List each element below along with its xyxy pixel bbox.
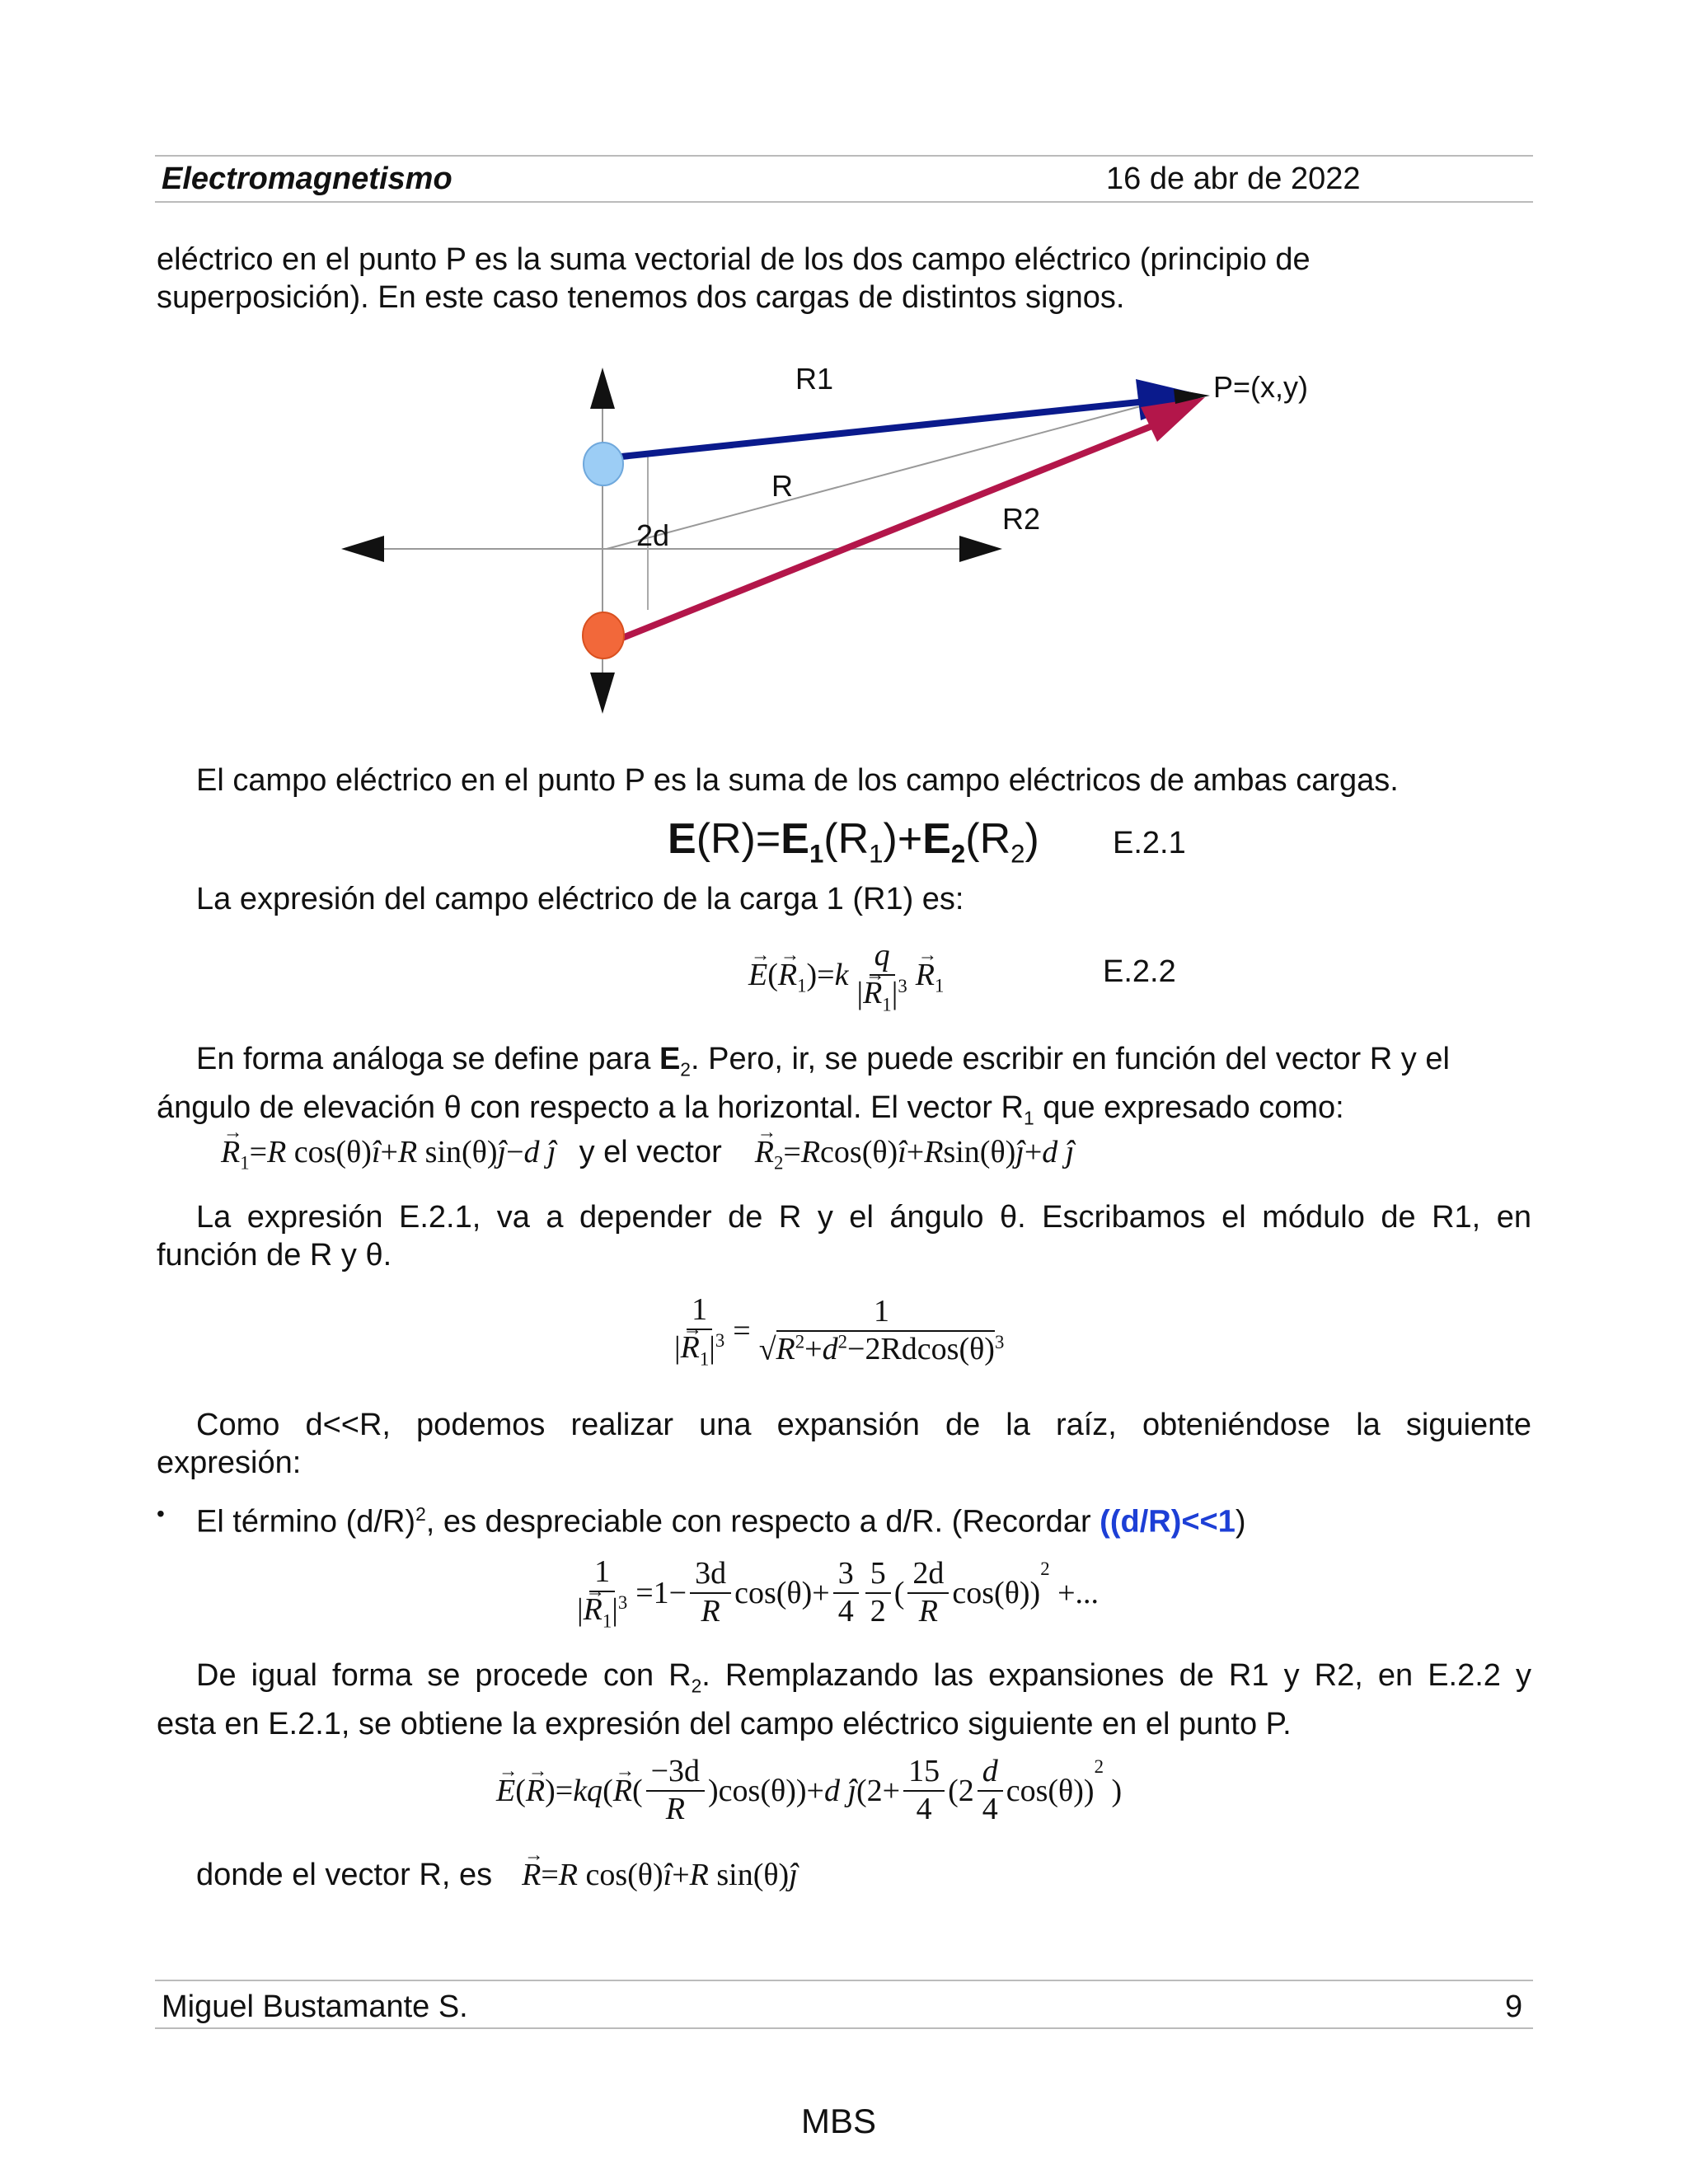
positive-charge-icon [584,443,623,485]
x-axis-right-arrow-icon [959,536,1002,562]
footer-bottom-rule [155,2027,1533,2029]
header-date: 16 de abr de 2022 [1106,162,1361,196]
r-vector-line [607,401,1162,549]
label-r2: R2 [1002,502,1041,536]
paragraph-analog-e2: En forma análoga se define para $E_2$. Pero, ir, se puede escribir en función del vector R y el ángulo de elevación θ con respecto a la horizontal. El vector $R_1$ que expresado como: [157,1042,1450,1129]
label-point-p: P=(x,y) [1213,370,1309,404]
equation-field-r1: → $E(\to R_1)=k$ $\frac{q}{|\to R_1|^3}$ → $R_1$ [748,938,944,1015]
r1-vector-expression: → $R_1=R$ cos(θ)î+R sin(θ)ĵ−d ĵ [221,1134,556,1174]
p7-text: donde el vector R, es [196,1858,493,1892]
bullet-text-b: , es despreciable con respecto a d/R. (Recordar [425,1504,1100,1540]
header-title: Electromagnetismo [162,162,452,196]
bullet-item: • El término $(d/R)^2$, es despreciable con respecto a d/R. (Recordar ((d/R)<<1) [157,1495,1246,1541]
y-el-vector-text: y el vector [579,1135,722,1169]
p6-line-2: esta en E.2.1, se obtiene la expresión del campo eléctrico siguiente en el punto P. [157,1706,1292,1741]
intro-line-1: eléctrico en el punto P es la suma vectorial de los dos campo eléctrico (principio de [157,242,1311,277]
footer-mark: MBS [801,2102,877,2140]
bullet-dot-icon: • [157,1501,165,1526]
charges-diagram [330,354,1368,725]
p3-text-a: En forma análoga se define para [196,1042,659,1076]
x-axis-left-arrow-icon [341,536,384,562]
r2-vector-line [610,422,1162,643]
footer-author: Miguel Bustamante S. [162,1990,468,2024]
p4-line-2: función de R y θ. [157,1238,392,1272]
bullet-highlight: ((d/R)<<1 [1100,1504,1236,1540]
r2-vector-expression: → $R_2=Rcos(\theta)î+Rsin(\theta)ĵ+d$ ĵ [755,1134,1075,1174]
bullet-text-c: ) [1235,1504,1246,1540]
p3-text-d: ángulo de elevación θ con respecto a la horizontal. El vector R [157,1090,1024,1125]
equation-number-e21: E.2.1 [1113,826,1186,860]
equation-expansion: $\frac{1}{|\to R_1|^3}$ =1− $\frac{3d}{R}$ cos(θ)+ $\frac{3}{4}$ $\frac{5}{2}$ ( $\frac{2d}{R}$ cos(θ))$^2$ +... [569,1554,1099,1632]
p5-line-2: expresión: [157,1446,302,1480]
r1-vector-line [606,401,1154,458]
equation-superposition: $E(R)=E_1(R_1)+E_2(R_2)$ [668,815,1039,869]
bullet-text-a: El término (d/R) [196,1504,416,1540]
p3-bold-e: E [659,1042,681,1076]
paragraph-r2-procedure: De igual forma se procede con $R_2$. Remplazando las expansiones de R1 y R2, en E.2.2 y esta en E.2.1, se obtiene la expresión del campo eléctrico siguiente en el punto P. [157,1658,1531,1741]
p3-text-c: . Pero, ir, se puede escribir en función del vector R y el [690,1042,1450,1076]
label-r: R [771,469,793,503]
paragraph-field-charge1: La expresión del campo eléctrico de la carga 1 (R1) es: [196,882,964,916]
r-vector-expression: → R=R cos(θ)î+R sin(θ)ĵ [522,1857,798,1893]
paragraph-expansion [157,1406,1531,1482]
vector-definitions-line [221,1134,1074,1174]
y-axis-up-arrow-icon [590,368,615,409]
p6-text-a: De igual forma se procede con R [196,1658,692,1693]
header-top-rule [155,155,1533,157]
footer-top-rule [155,1980,1533,1981]
paragraph-vector-r [196,1856,798,1894]
paragraph-sum-fields: El campo eléctrico en el punto P es la suma de los campo eléctricos de ambas cargas. [196,763,1399,798]
paragraph-module-r1 [157,1198,1531,1274]
header-bottom-rule [155,201,1533,203]
p5-line-1: Como d<<R, podemos realizar una expansión de la raíz, obteniéndose la siguiente [196,1408,1531,1442]
negative-charge-icon [583,612,624,658]
equation-inverse-cube: $\frac{1}{|\to R_1|^3}$ = $\frac{1}{√R^2+d^2-2Rdcos(\theta)^3}$ [666,1292,1012,1370]
p4-line-1: La expresión E.2.1, va a depender de R y el ángulo θ. Escribamos el módulo de R1, en [196,1200,1531,1235]
intro-paragraph [157,241,1535,316]
p3-text-e: que expresado como: [1034,1090,1344,1125]
y-axis-down-arrow-icon [590,673,615,714]
intro-line-2: superposición). En este caso tenemos dos cargas de distintos signos. [157,280,1125,315]
equation-final-field: → E(→ R)=kq(→ R( $\frac{-3d}{R}$ )cos(θ))+d ĵ(2+ $\frac{15}{4}$ (2 $\frac{d}{4}$ cos(θ))$^2$ ) [496,1754,1122,1827]
label-2d: 2d [636,518,670,552]
footer-page-number: 9 [1505,1990,1523,2024]
equation-number-e22: E.2.2 [1103,954,1176,989]
p6-text-b: . Remplazando las expansiones de R1 y R2, en E.2.2 y [701,1658,1531,1693]
label-r1: R1 [795,362,834,396]
